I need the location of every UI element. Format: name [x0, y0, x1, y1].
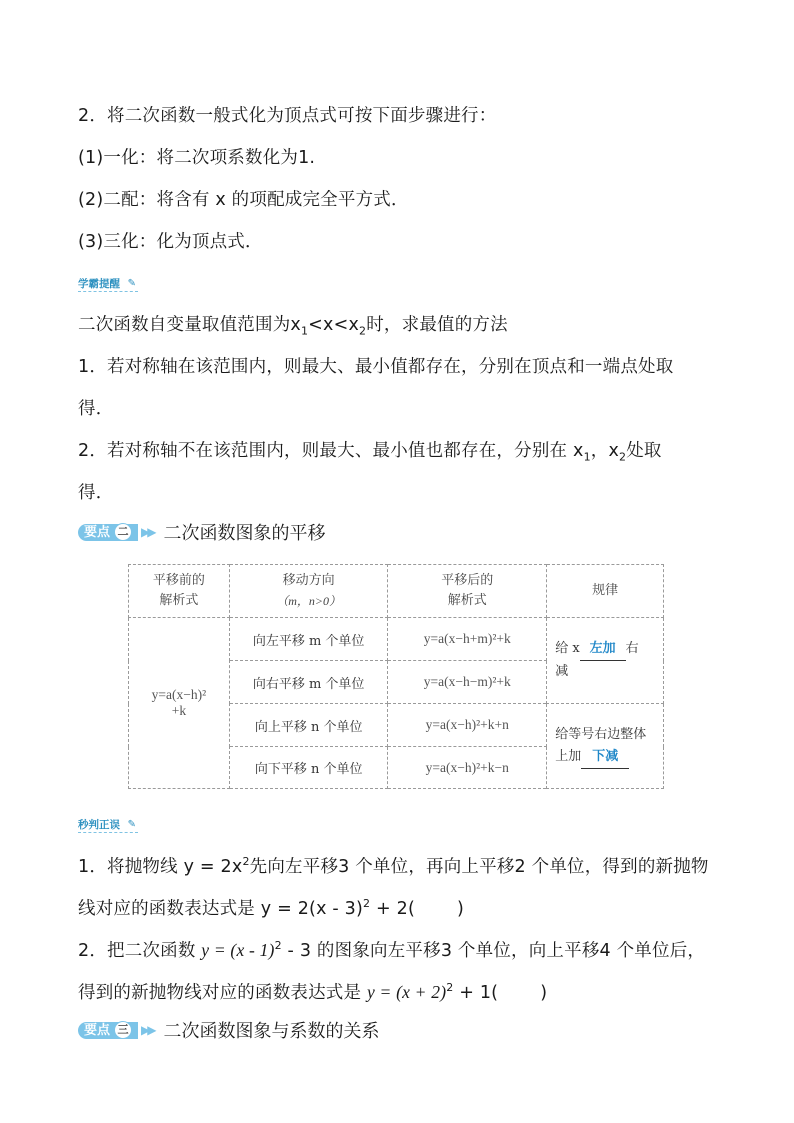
result-cell: y=a(x−h)²+k+n	[388, 704, 547, 747]
tip-title-sub2: 2	[359, 324, 367, 338]
tip-p1-line2: 得．	[78, 399, 114, 419]
q2-text-d: + 1(	[453, 983, 499, 1003]
original-formula: y=a(x−h)² +k	[129, 618, 230, 789]
section-badge	[78, 1022, 138, 1039]
table-header-row	[129, 565, 664, 618]
section-number: 二	[114, 523, 132, 541]
direction-cell: 向下平移 n 个单位	[229, 747, 388, 789]
q1-text-b: 先向左平移3 个单位，再向上平移2 个单位，得到的新抛物	[249, 857, 709, 877]
section-badge	[78, 524, 138, 541]
tip-label-text: 学霸提醒	[78, 278, 120, 290]
header-original: 平移前的 解析式	[129, 565, 230, 618]
result-cell: y=a(x−h+m)²+k	[388, 618, 547, 661]
section-badge-text: 要点	[84, 1022, 111, 1038]
q1-sup: 2	[242, 855, 250, 869]
pencil-icon: ✎	[127, 819, 136, 830]
section-title: 二次函数图象与系数的关系	[163, 1021, 380, 1042]
tip-title-mid: <x<x	[308, 315, 360, 335]
direction-cell: 向上平移 n 个单位	[229, 704, 388, 747]
table-row	[129, 618, 664, 661]
tip-p2-a: 2．若对称轴不在该范围内，则最大、最小值也都存在，分别在 x	[78, 441, 584, 461]
tip-p2-sub2: 2	[619, 450, 627, 464]
judge-label-text: 秒判正误	[78, 819, 120, 831]
answer-blank: 下减	[581, 746, 629, 769]
answer-blank: 左加	[580, 638, 626, 661]
result-cell: y=a(x−h)²+k−n	[388, 747, 547, 789]
translation-table	[128, 564, 664, 789]
question-1-line2	[78, 897, 464, 921]
tip-p2-mid: ，x	[590, 441, 620, 461]
header-direction: 移动方向 （m，n>0）	[229, 565, 388, 618]
q1-close: )	[456, 899, 465, 919]
q1-text-c: 线对应的函数表达式是 y = 2(x - 3)	[78, 899, 364, 919]
section-2-heading	[78, 519, 325, 545]
header-result: 平移后的 解析式	[388, 565, 547, 618]
q2-sup: 2	[274, 939, 282, 953]
q1-text-d: + 2(	[370, 899, 415, 919]
q2-sup2: 2	[446, 981, 454, 995]
step-2: (2)二配：将含有 x 的项配成完全平方式．	[78, 190, 409, 210]
double-arrow-icon: ▶▶	[141, 525, 154, 539]
tip-p2-line1	[78, 439, 662, 463]
step-3: (3)三化：化为顶点式．	[78, 232, 263, 252]
tip-title-a: 二次函数自变量取值范围为x	[78, 315, 301, 335]
q2-text-c: 得到的新抛物线对应的函数表达式是	[78, 983, 367, 1003]
result-cell: y=a(x−h−m)²+k	[388, 661, 547, 704]
tip-p2-line2: 得．	[78, 483, 114, 503]
q1-sup2: 2	[363, 897, 371, 911]
section-title: 二次函数图象的平移	[163, 523, 326, 544]
rule-vertical: 给等号右边整体 上加 下减	[547, 704, 664, 789]
judge-label	[78, 818, 138, 833]
step-1: (1)一化：将二次项系数化为1.	[78, 148, 316, 168]
pencil-icon: ✎	[127, 278, 136, 289]
tip-title	[78, 313, 508, 337]
tip-p2-sub1: 1	[583, 450, 591, 464]
header-rule: 规律	[547, 565, 664, 618]
section-number: 三	[114, 1021, 132, 1039]
q2-expr: y = (x - 1)	[201, 940, 275, 960]
rule-horizontal: 给 x 左加 右 减	[547, 618, 664, 704]
tip-p1-line1: 1．若对称轴在该范围内，则最大、最小值都存在，分别在顶点和一端点处取	[78, 357, 674, 377]
step-header: 2．将二次函数一般式化为顶点式可按下面步骤进行：	[78, 106, 497, 126]
section-3-heading	[78, 1017, 379, 1043]
q2-expr2: y = (x + 2)	[366, 982, 447, 1002]
question-2-line2	[78, 980, 547, 1005]
tip-p2-b: 处取	[626, 441, 662, 461]
q2-close: )	[540, 983, 548, 1003]
tip-label	[78, 277, 138, 292]
question-2-line1	[78, 938, 705, 963]
q2-text-b: - 3 的图象向左平移3 个单位，向上平移4 个单位后，	[281, 941, 706, 961]
question-1-line1	[78, 855, 709, 879]
q1-text-a: 1．将抛物线 y = 2x	[78, 857, 243, 877]
tip-title-sub1: 1	[300, 324, 309, 338]
section-badge-text: 要点	[84, 524, 111, 540]
direction-cell: 向左平移 m 个单位	[229, 618, 388, 661]
tip-title-b: 时，求最值的方法	[366, 315, 508, 335]
q2-text-a: 2．把二次函数	[78, 941, 202, 961]
double-arrow-icon: ▶▶	[141, 1023, 154, 1037]
direction-cell: 向右平移 m 个单位	[229, 661, 388, 704]
